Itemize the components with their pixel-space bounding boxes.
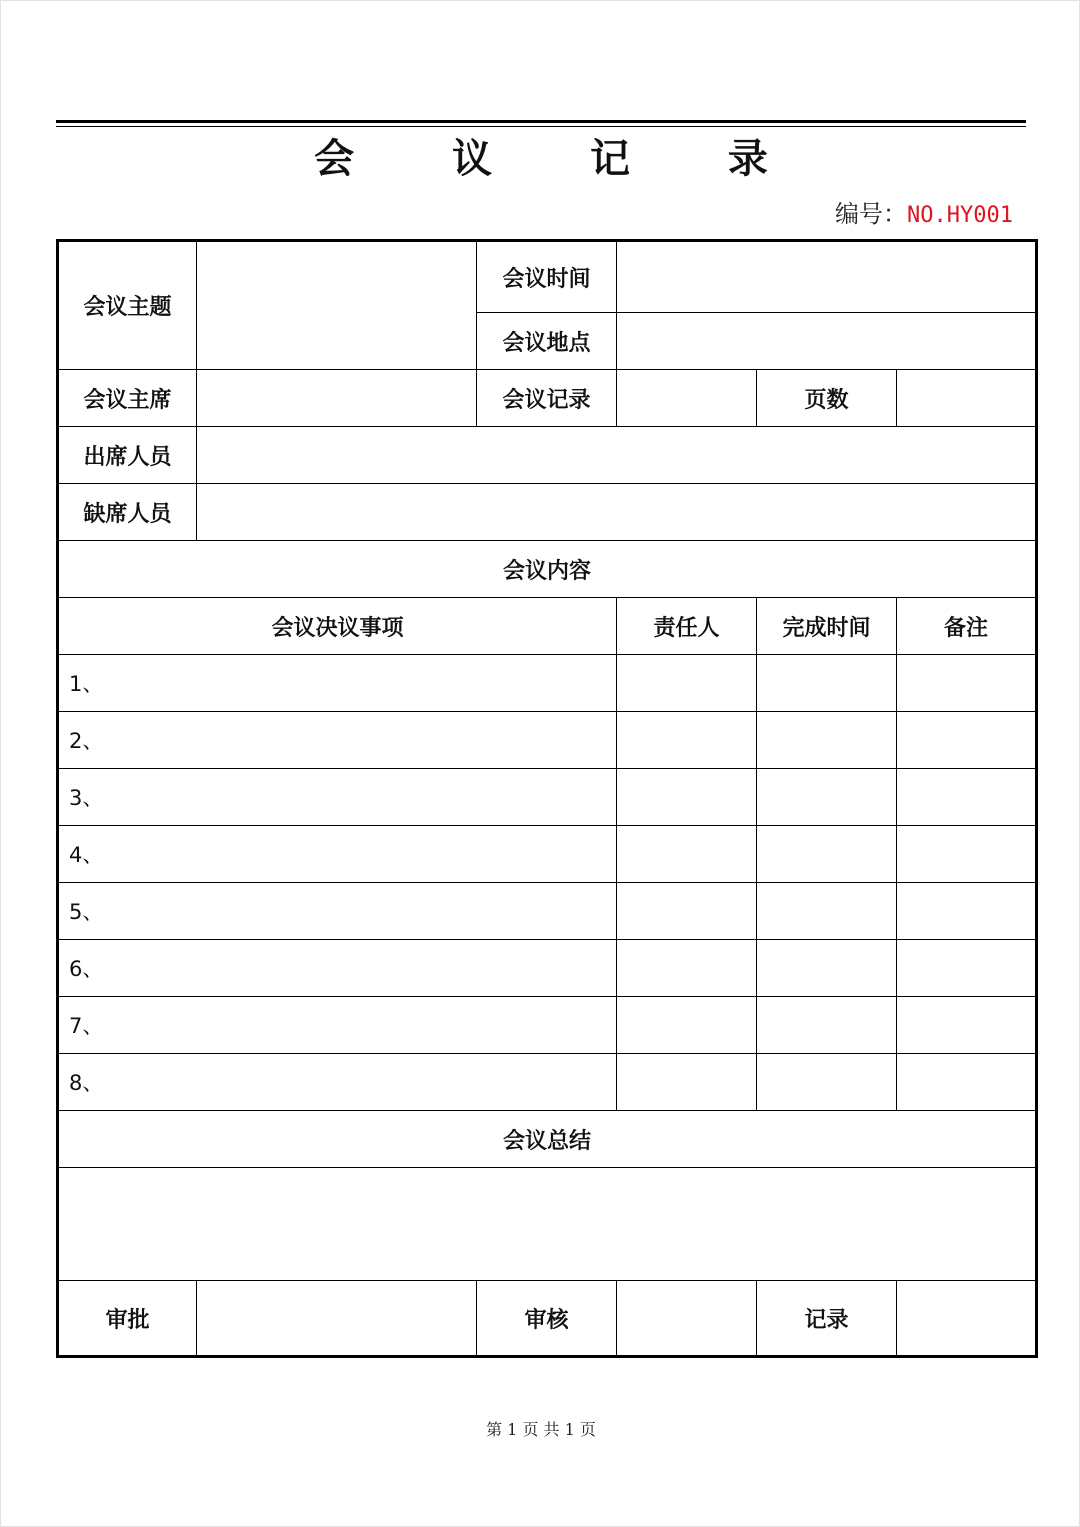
review-label: 审核 bbox=[477, 1281, 617, 1357]
notes-cell[interactable] bbox=[897, 769, 1037, 826]
resolution-item[interactable]: 7、 bbox=[58, 997, 617, 1054]
approve-label: 审批 bbox=[58, 1281, 197, 1357]
owner-cell[interactable] bbox=[617, 940, 757, 997]
owner-cell[interactable] bbox=[617, 826, 757, 883]
resolution-item[interactable]: 5、 bbox=[58, 883, 617, 940]
notes-cell[interactable] bbox=[897, 826, 1037, 883]
owner-cell[interactable] bbox=[617, 1054, 757, 1111]
serial-label: 编号： bbox=[835, 200, 908, 228]
record-label: 记录 bbox=[757, 1281, 897, 1357]
attendees-field[interactable] bbox=[197, 427, 1037, 484]
notes-cell[interactable] bbox=[897, 655, 1037, 712]
column-header-notes: 备注 bbox=[897, 598, 1037, 655]
resolution-item[interactable]: 4、 bbox=[58, 826, 617, 883]
notes-cell[interactable] bbox=[897, 712, 1037, 769]
owner-cell[interactable] bbox=[617, 655, 757, 712]
table-row bbox=[58, 1054, 1037, 1111]
table-row bbox=[58, 769, 1037, 826]
column-header-deadline: 完成时间 bbox=[757, 598, 897, 655]
table-row bbox=[58, 826, 1037, 883]
page-number-footer: 第 1 页 共 1 页 bbox=[486, 1420, 596, 1439]
deadline-cell[interactable] bbox=[757, 883, 897, 940]
deadline-cell[interactable] bbox=[757, 826, 897, 883]
content-section-header: 会议内容 bbox=[58, 541, 1037, 598]
table-row bbox=[58, 997, 1037, 1054]
location-field[interactable] bbox=[617, 313, 1037, 370]
table-row bbox=[58, 655, 1037, 712]
deadline-cell[interactable] bbox=[757, 1054, 897, 1111]
deadline-cell[interactable] bbox=[757, 655, 897, 712]
deadline-cell[interactable] bbox=[757, 712, 897, 769]
table-row bbox=[58, 712, 1037, 769]
notes-cell[interactable] bbox=[897, 1054, 1037, 1111]
resolution-item[interactable]: 1、 bbox=[58, 655, 617, 712]
attendees-label: 出席人员 bbox=[58, 427, 197, 484]
absentees-label: 缺席人员 bbox=[58, 484, 197, 541]
review-field[interactable] bbox=[617, 1281, 757, 1357]
owner-cell[interactable] bbox=[617, 997, 757, 1054]
resolution-item[interactable]: 2、 bbox=[58, 712, 617, 769]
owner-cell[interactable] bbox=[617, 712, 757, 769]
deadline-cell[interactable] bbox=[757, 997, 897, 1054]
deadline-cell[interactable] bbox=[757, 769, 897, 826]
recorder-label: 会议记录 bbox=[477, 370, 617, 427]
table-row bbox=[58, 883, 1037, 940]
notes-cell[interactable] bbox=[897, 940, 1037, 997]
document-title: 会 议 记 录 bbox=[314, 135, 810, 182]
chair-field[interactable] bbox=[197, 370, 477, 427]
location-label: 会议地点 bbox=[477, 313, 617, 370]
header-rule-thick bbox=[56, 120, 1026, 123]
owner-cell[interactable] bbox=[617, 769, 757, 826]
table-row bbox=[58, 940, 1037, 997]
notes-cell[interactable] bbox=[897, 883, 1037, 940]
resolution-item[interactable]: 8、 bbox=[58, 1054, 617, 1111]
summary-section-header: 会议总结 bbox=[58, 1111, 1037, 1168]
approve-field[interactable] bbox=[197, 1281, 477, 1357]
pages-field[interactable] bbox=[897, 370, 1037, 427]
recorder-field[interactable] bbox=[617, 370, 757, 427]
summary-field[interactable] bbox=[58, 1168, 1037, 1281]
serial-value: NO.HY001 bbox=[907, 203, 1013, 228]
owner-cell[interactable] bbox=[617, 883, 757, 940]
resolution-item[interactable]: 3、 bbox=[58, 769, 617, 826]
absentees-field[interactable] bbox=[197, 484, 1037, 541]
record-field[interactable] bbox=[897, 1281, 1037, 1357]
topic-field[interactable] bbox=[197, 241, 477, 370]
topic-label: 会议主题 bbox=[58, 241, 197, 370]
time-field[interactable] bbox=[617, 241, 1037, 313]
deadline-cell[interactable] bbox=[757, 940, 897, 997]
chair-label: 会议主席 bbox=[58, 370, 197, 427]
column-header-resolution: 会议决议事项 bbox=[58, 598, 617, 655]
pages-label: 页数 bbox=[757, 370, 897, 427]
notes-cell[interactable] bbox=[897, 997, 1037, 1054]
column-header-owner: 责任人 bbox=[617, 598, 757, 655]
serial-number bbox=[835, 194, 1013, 229]
time-label: 会议时间 bbox=[477, 241, 617, 313]
resolution-item[interactable]: 6、 bbox=[58, 940, 617, 997]
meeting-record-form bbox=[56, 239, 1038, 1358]
